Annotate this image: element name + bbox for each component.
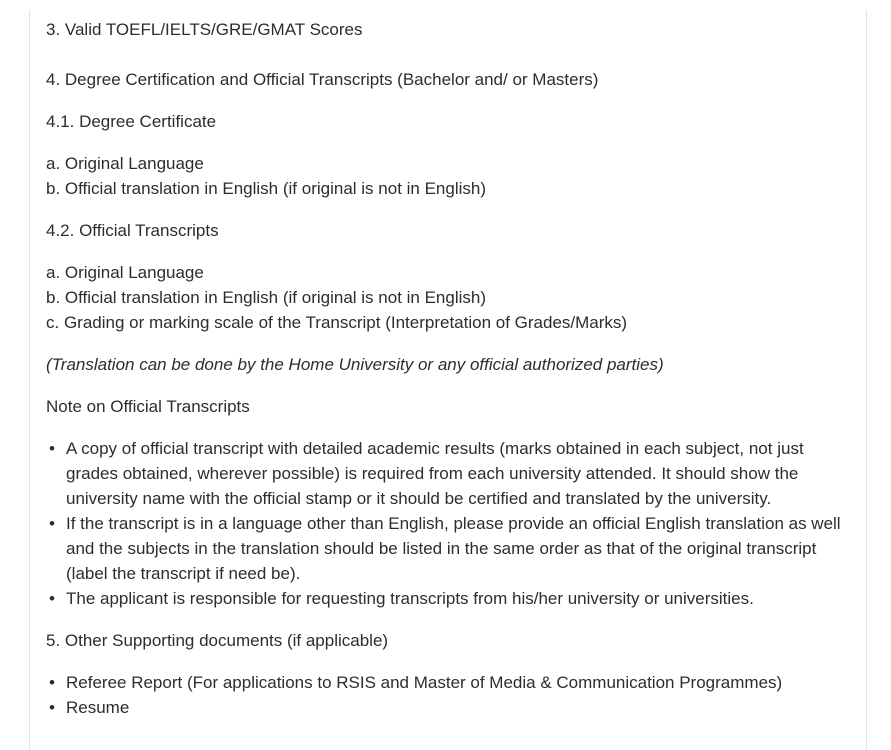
- note-bullet-list: [46, 436, 846, 611]
- note-bullet-item: [49, 586, 846, 611]
- item-4-2-official-transcripts: 4.2. Official Transcripts: [46, 221, 219, 240]
- translation-note: (Translation can be done by the Home University or any official authorized parties): [46, 355, 664, 374]
- item-4-1-degree-certificate: 4.1. Degree Certificate: [46, 112, 217, 131]
- item-3-scores: 3. Valid TOEFL/IELTS/GRE/GMAT Scores: [46, 20, 363, 39]
- note-bullet-text: If the transcript is in a language other than English, please provide an official English translation as well and the subjects in the translation should be listed in the same order as that of the original transcript (label the transcript if need be).: [66, 514, 841, 583]
- item-4-1-sublist: [46, 151, 846, 201]
- item-5-bullet-list: [46, 670, 846, 720]
- item-4-1-b: b. Official translation in English (if original is not in English): [46, 179, 487, 198]
- note-heading: Note on Official Transcripts: [46, 397, 250, 416]
- item-5-bullet-text: Referee Report (For applications to RSIS and Master of Media & Communication Programmes): [66, 673, 783, 692]
- item-4-1-a: a. Original Language: [46, 154, 204, 173]
- item-4-2-b: b. Official translation in English (if original is not in English): [46, 288, 487, 307]
- requirements-content: [46, 17, 846, 720]
- item-4-2-a: a. Original Language: [46, 263, 204, 282]
- bullet-glyph: •: [49, 673, 55, 692]
- note-bullet-text: A copy of official transcript with detailed academic results (marks obtained in each subject, not just grades obtained, wherever possible) is required from each university attended. It should show the university name with the official stamp or it should be certified and translated by the university.: [66, 439, 804, 508]
- note-bullet-item: [49, 436, 846, 511]
- item-4-2-sublist: [46, 260, 846, 335]
- note-bullet-text: The applicant is responsible for requesting transcripts from his/her university or universities.: [66, 589, 754, 608]
- item-4-degree-certification: 4. Degree Certification and Official Transcripts (Bachelor and/ or Masters): [46, 70, 599, 89]
- item-5-bullet-text: Resume: [66, 698, 130, 717]
- bullet-glyph: •: [49, 698, 55, 717]
- bullet-glyph: •: [49, 439, 55, 458]
- bullet-glyph: •: [49, 589, 55, 608]
- bullet-glyph: •: [49, 514, 55, 533]
- item-5-bullet-item: [49, 695, 846, 720]
- item-5-bullet-item: [49, 670, 846, 695]
- note-bullet-item: [49, 511, 846, 586]
- item-4-2-c: c. Grading or marking scale of the Transcript (Interpretation of Grades/Marks): [46, 313, 628, 332]
- item-5-supporting-documents: 5. Other Supporting documents (if applicable): [46, 631, 389, 650]
